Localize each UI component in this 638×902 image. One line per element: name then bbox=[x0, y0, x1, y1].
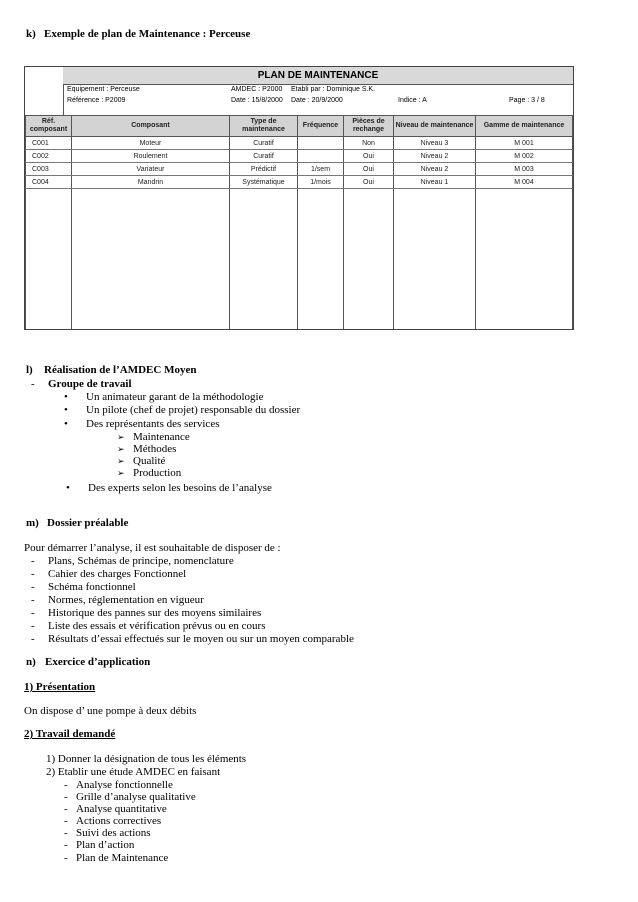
table-cell: Prédictif bbox=[230, 163, 298, 176]
header-ref: Réf. composant bbox=[26, 116, 72, 137]
list-item: • Des experts selon les besoins de l’analyse bbox=[88, 482, 272, 495]
list-item: • Un animateur garant de la méthodologie bbox=[86, 391, 263, 404]
table-cell: M 003 bbox=[476, 163, 573, 176]
table-cell: Non bbox=[344, 137, 394, 150]
dash-item: - bbox=[64, 791, 68, 803]
table-empty-area bbox=[26, 189, 573, 330]
travail-title: 2) Travail demandé bbox=[24, 728, 116, 740]
dash-item: - bbox=[31, 633, 35, 645]
section-n-label: n) bbox=[26, 656, 36, 668]
dash-item: - bbox=[31, 555, 35, 567]
table-cell: Systématique bbox=[230, 176, 298, 189]
table-cell: Oui bbox=[344, 163, 394, 176]
plan-header-row-1 bbox=[63, 86, 573, 94]
maintenance-plan-scan bbox=[24, 66, 574, 330]
table-cell: M 004 bbox=[476, 176, 573, 189]
section-m-title: Dossier préalable bbox=[47, 517, 129, 529]
table-cell bbox=[298, 150, 344, 163]
plan-title: PLAN DE MAINTENANCE bbox=[63, 67, 573, 85]
plan-header-row-2 bbox=[63, 97, 573, 105]
list-item: Schéma fonctionnel bbox=[48, 581, 136, 593]
sub-item: Grille d’analyse qualitative bbox=[76, 791, 196, 803]
plan-indice: Indice : A bbox=[398, 97, 427, 104]
group-title: Groupe de travail bbox=[48, 378, 132, 390]
plan-date-1: Date : 15/8/2000 bbox=[231, 97, 283, 104]
dash-item: - bbox=[64, 852, 68, 864]
table-cell: M 001 bbox=[476, 137, 573, 150]
table-cell: C002 bbox=[26, 150, 72, 163]
dash-item: - bbox=[64, 827, 68, 839]
sub-item: Analyse fonctionnelle bbox=[76, 779, 173, 791]
table-cell: M 002 bbox=[476, 150, 573, 163]
dash-item: - bbox=[31, 607, 35, 619]
section-m-label: m) bbox=[26, 517, 39, 529]
list-item: • Un pilote (chef de projet) responsable du dossier bbox=[86, 404, 300, 417]
dash-item: - bbox=[64, 803, 68, 815]
plan-amdec: AMDEC : P2000 bbox=[231, 86, 283, 93]
dash-item: - bbox=[64, 779, 68, 791]
header-pieces: Pièces de rechange bbox=[344, 116, 394, 137]
dash-item: - bbox=[31, 620, 35, 632]
table-cell: Niveau 2 bbox=[394, 150, 476, 163]
service-item: ➢ Qualité bbox=[133, 455, 165, 468]
table-cell: Oui bbox=[344, 176, 394, 189]
table-row bbox=[26, 137, 573, 150]
table-cell: C004 bbox=[26, 176, 72, 189]
header-frequence: Fréquence bbox=[298, 116, 344, 137]
table-row bbox=[26, 150, 573, 163]
sub-item: Plan de Maintenance bbox=[76, 852, 169, 864]
list-item: Historique des pannes sur des moyens similaires bbox=[48, 607, 262, 619]
header-type: Type de maintenance bbox=[230, 116, 298, 137]
step-item: 2) Etablir une étude AMDEC en faisant bbox=[46, 766, 221, 778]
sub-item: Analyse quantitative bbox=[76, 803, 167, 815]
dash-item: - bbox=[64, 839, 68, 851]
list-item: Cahier des charges Fonctionnel bbox=[48, 568, 187, 580]
service-item: ➢ Production bbox=[133, 467, 181, 480]
section-k-label: k) bbox=[26, 28, 36, 40]
list-item: • Des représentants des services bbox=[86, 418, 219, 431]
service-item: ➢ Méthodes bbox=[133, 443, 176, 456]
list-item: Plans, Schémas de principe, nomenclature bbox=[48, 555, 234, 567]
header-gamme: Gamme de maintenance bbox=[476, 116, 573, 137]
table-cell: Niveau 3 bbox=[394, 137, 476, 150]
plan-reference: Référence : P2009 bbox=[67, 97, 126, 104]
table-cell: C003 bbox=[26, 163, 72, 176]
step-item: 1) Donner la désignation de tous les éléments bbox=[46, 753, 247, 765]
plan-equipement: Equipement : Perceuse bbox=[67, 86, 140, 93]
table-cell: C001 bbox=[26, 137, 72, 150]
table-cell: Niveau 1 bbox=[394, 176, 476, 189]
sub-item: Actions correctives bbox=[76, 815, 162, 827]
table-cell: 1/sem bbox=[298, 163, 344, 176]
dash-item: - bbox=[64, 815, 68, 827]
section-l-title: Réalisation de l’AMDEC Moyen bbox=[44, 364, 197, 376]
table-cell: Niveau 2 bbox=[394, 163, 476, 176]
sub-item: Suivi des actions bbox=[76, 827, 151, 839]
section-k-title: Exemple de plan de Maintenance : Perceuse bbox=[44, 28, 251, 40]
table-cell: Variateur bbox=[72, 163, 230, 176]
table-cell: Mandrin bbox=[72, 176, 230, 189]
table-cell: Moteur bbox=[72, 137, 230, 150]
plan-etabli: Etabli par : Dominique S.K. bbox=[291, 86, 376, 93]
table-cell: Curatif bbox=[230, 137, 298, 150]
header-composant: Composant bbox=[72, 116, 230, 137]
table-row bbox=[26, 176, 573, 189]
table-cell bbox=[298, 137, 344, 150]
list-item: Normes, réglementation en vigueur bbox=[48, 594, 204, 606]
group-dash: - bbox=[31, 378, 35, 390]
table-cell: Oui bbox=[344, 150, 394, 163]
list-item: Liste des essais et vérification prévus ou en cours bbox=[48, 620, 266, 632]
table-cell: Roulement bbox=[72, 150, 230, 163]
sub-item: Plan d’action bbox=[76, 839, 135, 851]
maintenance-plan-table bbox=[25, 115, 573, 329]
plan-date-2: Date : 20/9/2000 bbox=[291, 97, 343, 104]
presentation-text: On dispose d’ une pompe à deux débits bbox=[24, 705, 197, 717]
dash-item: - bbox=[31, 581, 35, 593]
service-item: ➢ Maintenance bbox=[133, 431, 190, 444]
plan-page: Page : 3 / 8 bbox=[509, 97, 545, 104]
dash-item: - bbox=[31, 594, 35, 606]
header-niveau: Niveau de maintenance bbox=[394, 116, 476, 137]
presentation-title: 1) Présentation bbox=[24, 681, 96, 693]
list-item: Résultats d’essai effectués sur le moyen ou sur un moyen comparable bbox=[48, 633, 354, 645]
section-n-title: Exercice d’application bbox=[45, 656, 151, 668]
plan-header-corner bbox=[25, 67, 64, 116]
table-row bbox=[26, 163, 573, 176]
table-cell: 1/mois bbox=[298, 176, 344, 189]
section-l-label: l) bbox=[26, 364, 33, 376]
table-cell: Curatif bbox=[230, 150, 298, 163]
section-m-intro: Pour démarrer l’analyse, il est souhaitable de disposer de : bbox=[24, 542, 281, 554]
dash-item: - bbox=[31, 568, 35, 580]
